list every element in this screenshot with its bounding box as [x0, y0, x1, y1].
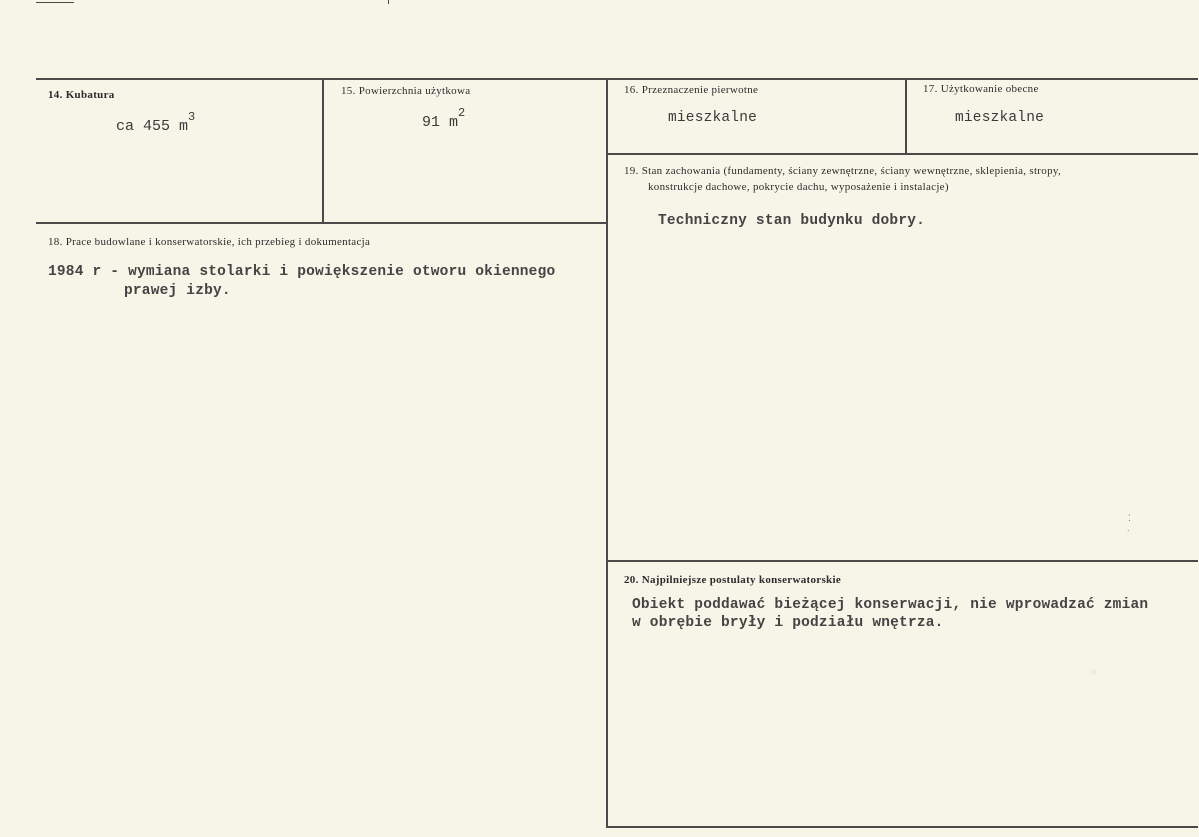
- divider-16-17: [905, 78, 907, 154]
- field-15-label: 15. Powierzchnia użytkowa: [341, 85, 471, 97]
- field-20-line-2: w obrębie bryły i podziału wnętrza.: [632, 615, 944, 631]
- divider-row-19-20: [606, 560, 1198, 562]
- field-16-label: 16. Przeznaczenie pierwotne: [624, 84, 759, 96]
- field-16-value: mieszkalne: [668, 110, 758, 126]
- table-top-border: [36, 78, 1198, 80]
- field-19-label-line-2: konstrukcje dachowe, pokrycie dachu, wyposażenie i instalacje): [648, 181, 949, 193]
- field-20-line-1: Obiekt poddawać bieżącej konserwacji, nie wprowadzać zmian: [632, 597, 1149, 613]
- field-15-value-text: 91 m: [422, 114, 459, 131]
- top-tick-mark: [388, 0, 389, 4]
- field-18-line-1: 1984 r - wymiana stolarki i powiększenie otworu okiennego: [48, 264, 556, 280]
- field-19-label-line-1: 19. Stan zachowania (fundamenty, ściany zewnętrzne, ściany wewnętrzne, sklepienia, stropy,: [624, 165, 1062, 177]
- table-bottom-border: [606, 826, 1198, 828]
- field-18-label: 18. Prace budowlane i konserwatorskie, ich przebieg i dokumentacja: [48, 236, 371, 248]
- field-15-unit-exponent: 2: [458, 106, 466, 120]
- field-14-unit-exponent: 3: [188, 110, 196, 124]
- divider-row-16-19: [606, 153, 1198, 155]
- field-20-label: 20. Najpilniejsze postulaty konserwatorskie: [624, 574, 842, 586]
- top-edge-mark: [36, 2, 74, 3]
- paper-speck: ⁘: [1090, 668, 1098, 678]
- divider-row-14-18: [36, 222, 607, 224]
- field-14-value: [116, 110, 196, 135]
- field-14-label: 14. Kubatura: [48, 89, 115, 101]
- field-19-value: Techniczny stan budynku dobry.: [658, 213, 926, 229]
- paper-speck: ˙: [1126, 530, 1131, 540]
- field-18-line-2: prawej izby.: [124, 283, 231, 299]
- field-15-value: [422, 106, 466, 131]
- divider-14-15: [322, 78, 324, 224]
- field-17-label: 17. Użytkowanie obecne: [923, 83, 1039, 95]
- paper-speck: ⁚: [1128, 514, 1131, 524]
- divider-left-right: [606, 78, 608, 828]
- field-14-value-text: ca 455 m: [116, 118, 189, 135]
- field-17-value: mieszkalne: [955, 110, 1045, 126]
